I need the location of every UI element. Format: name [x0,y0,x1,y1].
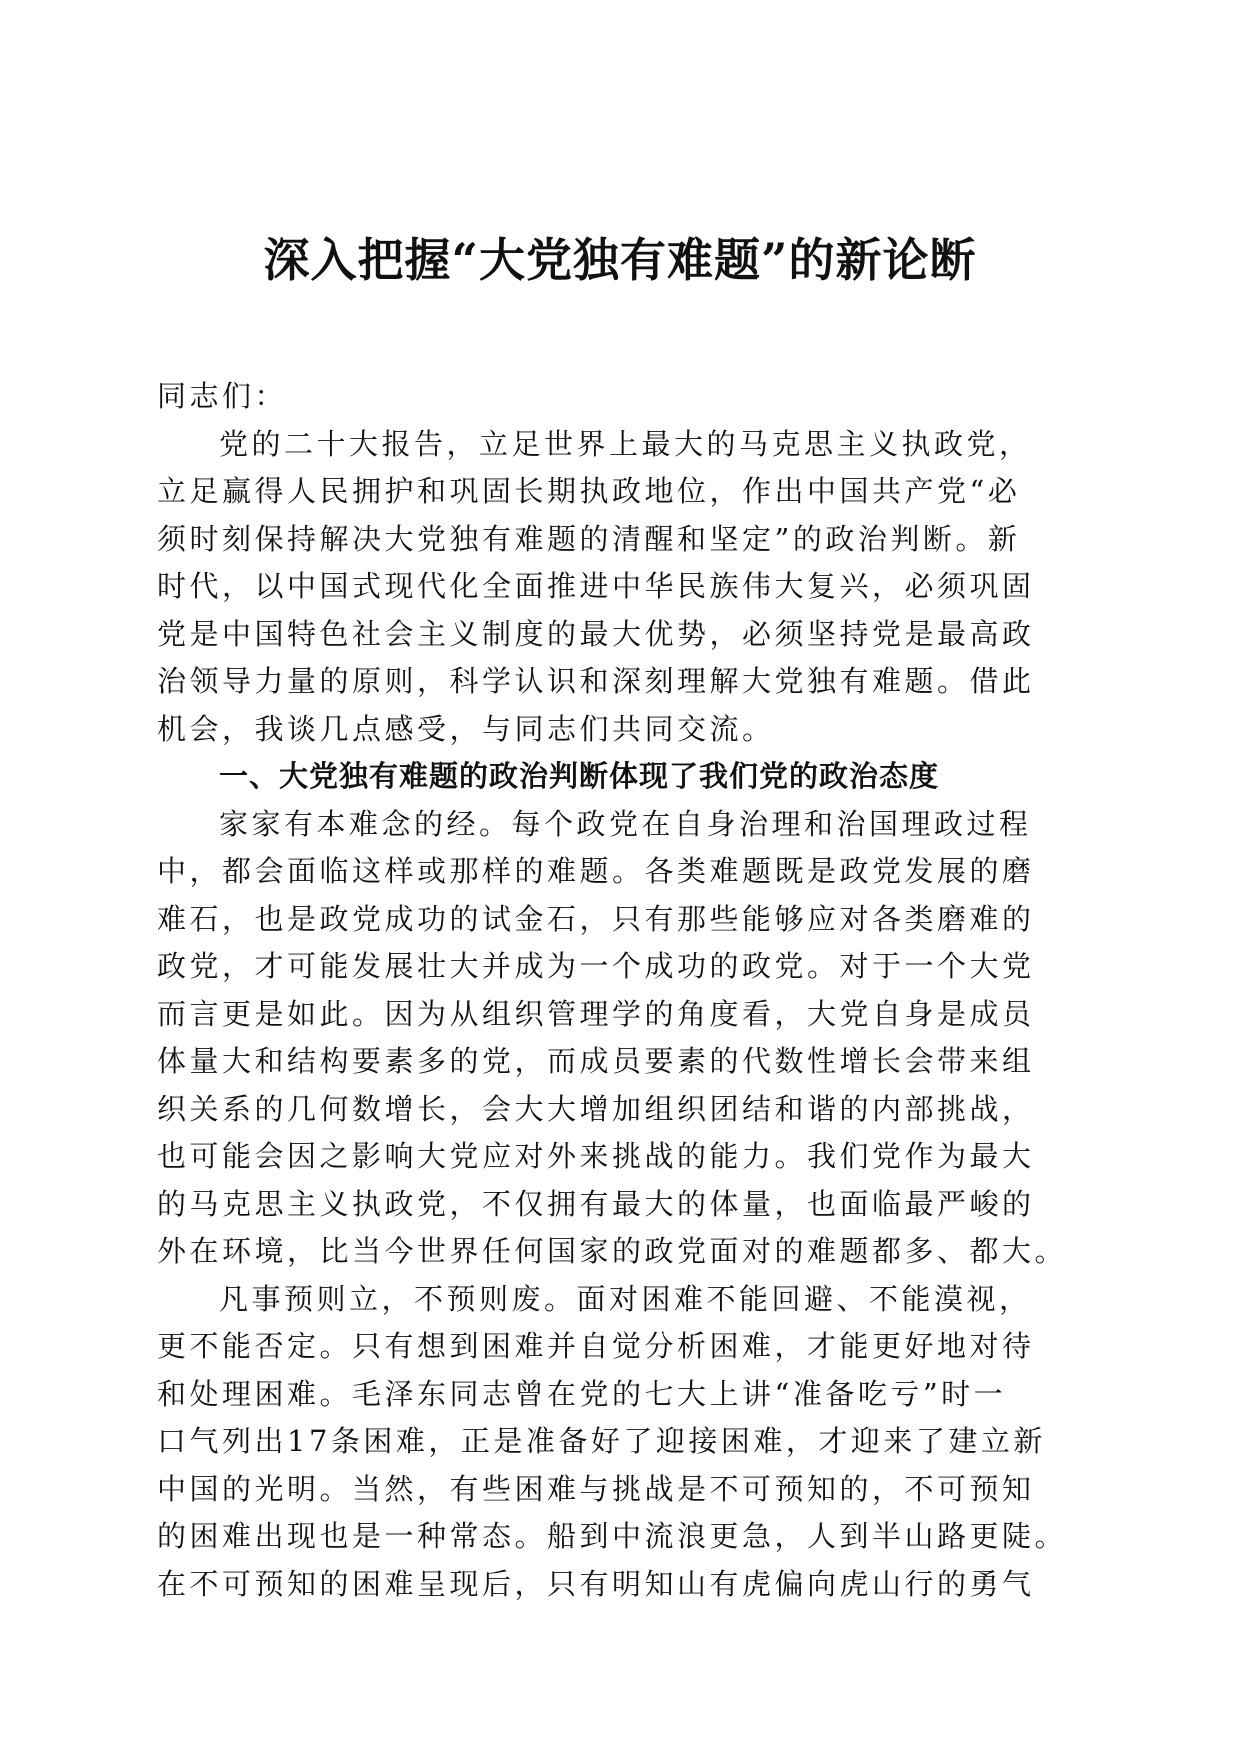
section-heading: 一、大党独有难题的政治判断体现了我们党的政治态度 [219,759,940,793]
paragraph-line: 的马克思主义执政党，不仅拥有最大的体量，也面临最严峻的 [157,1186,1035,1221]
salutation: 同志们： [157,379,288,413]
paragraph-line: 而言更是如此。因为从组织管理学的角度看，大党自身是成员 [157,996,1035,1031]
paragraph-line: 党的二十大报告，立足世界上最大的马克思主义执政党， [219,426,1032,461]
paragraph-line: 织关系的几何数增长，会大大增加组织团结和谐的内部挑战， [157,1091,1035,1126]
paragraph-line: 时代，以中国式现代化全面推进中华民族伟大复兴，必须巩固 [157,569,1035,603]
paragraph-line: 立足赢得人民拥护和巩固长期执政地位，作出中国共产党“必 [157,474,1021,508]
paragraph-line: 外在环境，比当今世界任何国家的政党面对的难题都多、都大。 [157,1234,1068,1268]
paragraph-line: 家家有本难念的经。每个政党在自身治理和治国理政过程 [219,806,1032,841]
paragraph-line: 口气列出17条困难，正是准备好了迎接困难，才迎来了建立新 [157,1424,1046,1458]
paragraph-line: 的困难出现也是一种常态。船到中流浪更急，人到半山路更陡。 [157,1519,1068,1553]
paragraph-line: 更不能否定。只有想到困难并自觉分析困难，才能更好地对待 [157,1329,1035,1363]
document-title: 深入把握“大党独有难题”的新论断 [263,233,977,287]
paragraph-line: 须时刻保持解决大党独有难题的清醒和坚定”的政治判断。新 [157,521,1021,556]
paragraph-line: 和处理困难。毛泽东同志曾在党的七大上讲“准备吃亏”时一 [157,1376,1007,1411]
paragraph-line: 机会，我谈几点感受，与同志们共同交流。 [157,711,775,746]
document-body [157,373,1087,1608]
paragraph-line: 也可能会因之影响大党应对外来挑战的能力。我们党作为最大 [157,1139,1035,1173]
paragraph-line: 党是中国特色社会主义制度的最大优势，必须坚持党是最高政 [157,616,1035,651]
paragraph-line: 中，都会面临这样或那样的难题。各类难题既是政党发展的磨 [157,854,1035,888]
paragraph-line: 治领导力量的原则，科学认识和深刻理解大党独有难题。借此 [157,664,1035,698]
paragraph-line: 政党，才可能发展壮大并成为一个成功的政党。对于一个大党 [157,949,1035,983]
paragraph-line: 凡事预则立，不预则废。面对困难不能回避、不能漠视， [219,1281,1032,1316]
paragraph-line: 在不可预知的困难呈现后，只有明知山有虎偏向虎山行的勇气 [157,1566,1035,1601]
paragraph-line: 难石，也是政党成功的试金石，只有那些能够应对各类磨难的 [157,901,1035,936]
paragraph-line: 体量大和结构要素多的党，而成员要素的代数性增长会带来组 [157,1044,1035,1078]
paragraph-line: 中国的光明。当然，有些困难与挑战是不可预知的，不可预知 [157,1471,1035,1506]
